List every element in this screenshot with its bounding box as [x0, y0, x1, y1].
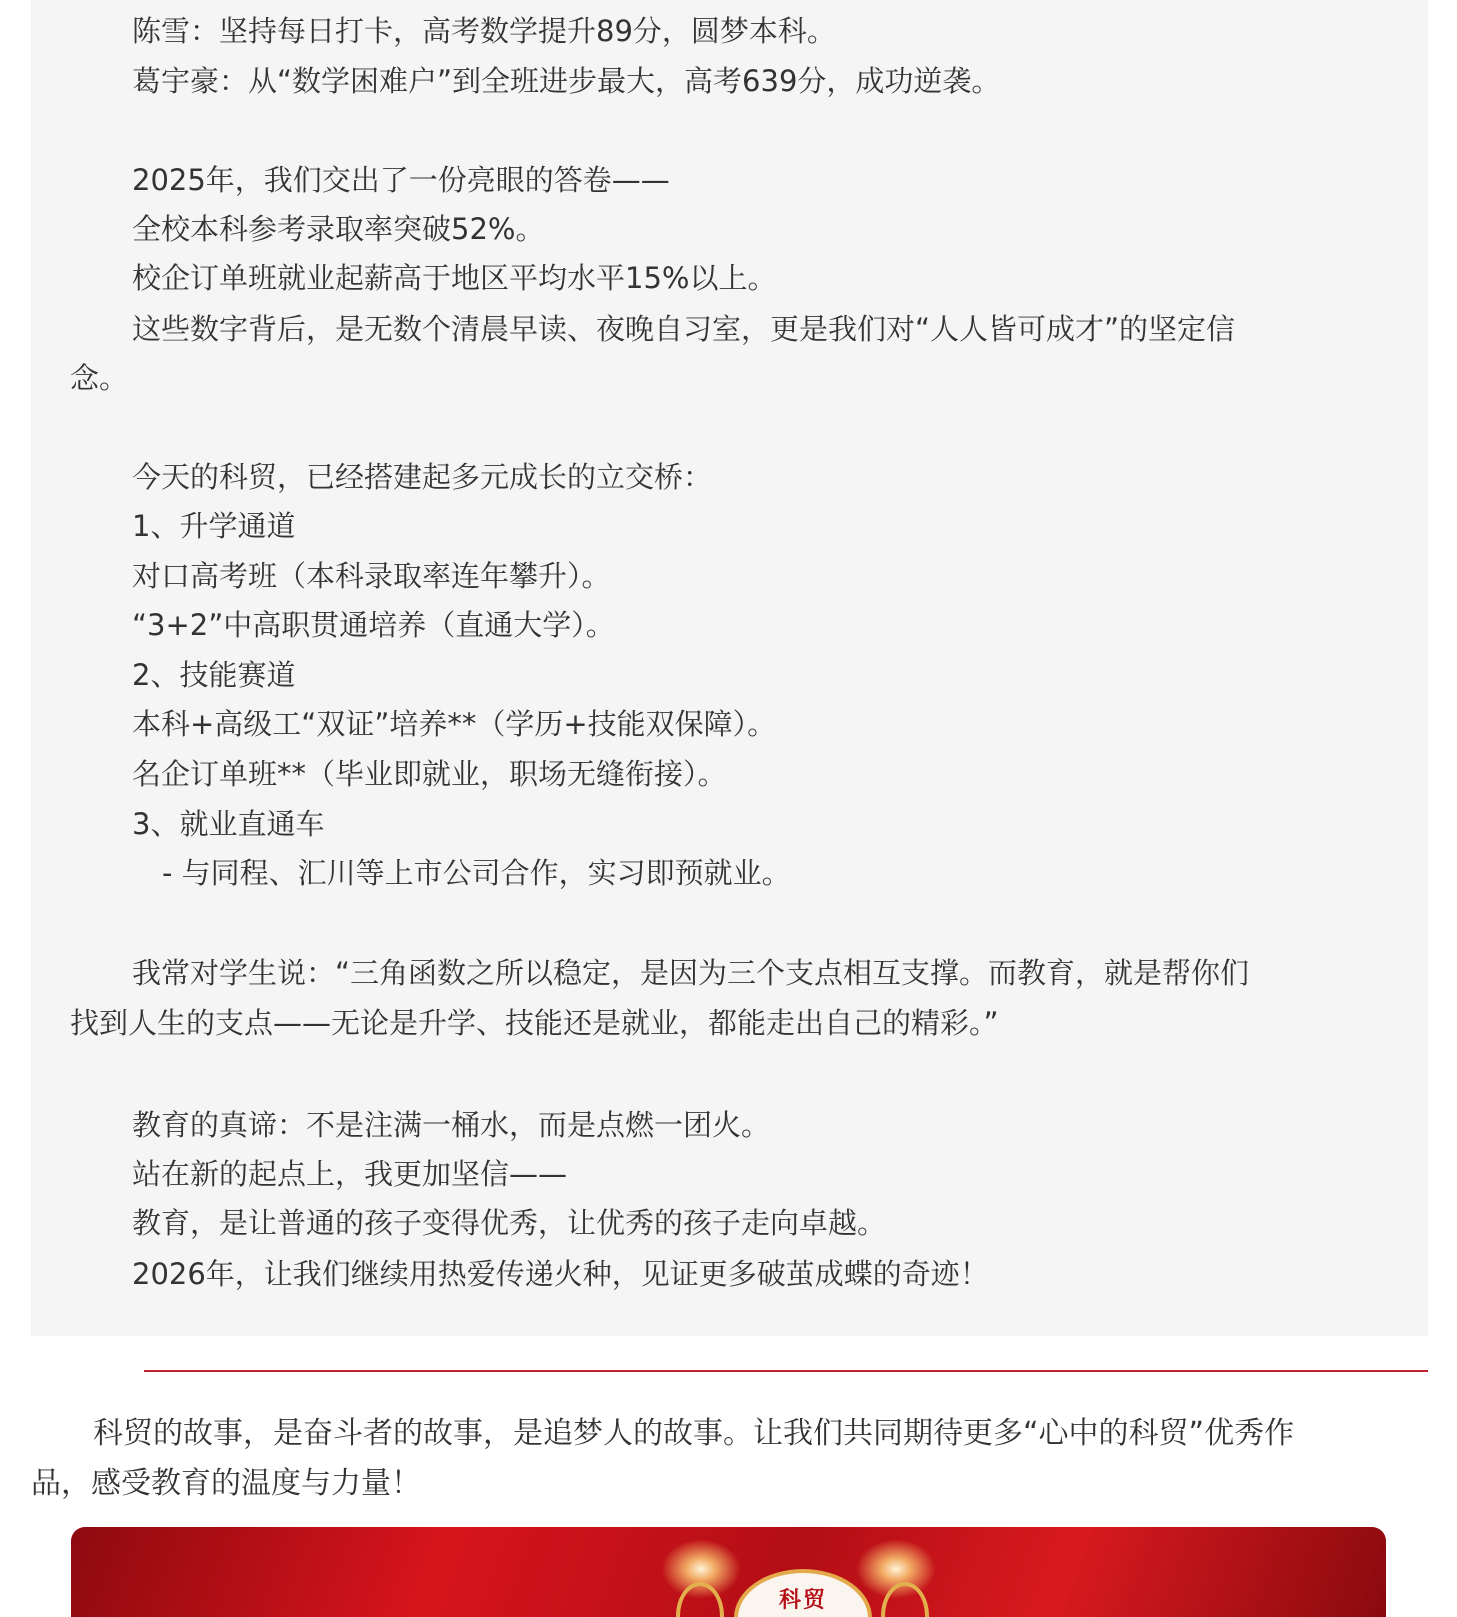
- quote-line: 今天的科贸，已经搭建起多元成长的立交桥：: [132, 460, 713, 494]
- quote-line: 全校本科参考录取率突破52%。: [132, 212, 545, 246]
- section-divider: [144, 1370, 1428, 1372]
- quote-line: 教育，是让普通的孩子变得优秀，让优秀的孩子走向卓越。: [132, 1206, 887, 1240]
- quote-line: 陈雪：坚持每日打卡，高考数学提升89分，圆梦本科。: [132, 14, 836, 48]
- closing-paragraph-line: 品，感受教育的温度与力量！: [31, 1466, 421, 1501]
- list-heading: 2、技能赛道: [132, 658, 296, 692]
- school-banner-image: [71, 1527, 1386, 1617]
- quote-line: 葛宇豪：从“数学困难户”到全班进步最大，高考639分，成功逆袭。: [132, 64, 1001, 98]
- quote-line: 校企订单班就业起薪高于地区平均水平15%以上。: [132, 261, 777, 295]
- list-item: 对口高考班（本科录取率连年攀升）。: [132, 559, 611, 593]
- list-item: 本科+高级工“双证”培养**（学历+技能双保障）。: [132, 707, 777, 741]
- quote-line: 教育的真谛：不是注满一桶水，而是点燃一团火。: [132, 1108, 771, 1142]
- closing-paragraph-line: 科贸的故事，是奋斗者的故事，是追梦人的故事。让我们共同期待更多“心中的科贸”优秀作: [93, 1416, 1295, 1451]
- emblem-text: 科贸: [778, 1587, 827, 1613]
- list-item: 名企订单班**（毕业即就业，职场无缝衔接）。: [132, 757, 727, 791]
- list-heading: 3、就业直通车: [132, 807, 325, 841]
- quote-line: 2026年，让我们继续用热爱传递火种，见证更多破茧成蝶的奇迹！: [132, 1257, 989, 1291]
- list-item: “3+2”中高职贯通培养（直通大学）。: [132, 608, 615, 642]
- quote-line: 这些数字背后，是无数个清晨早读、夜晚自习室，更是我们对“人人皆可成才”的坚定信: [132, 312, 1236, 346]
- quote-line: 站在新的起点上，我更加坚信——: [132, 1157, 568, 1191]
- quote-line: 2025年，我们交出了一份亮眼的答卷——: [132, 163, 670, 197]
- list-item: - 与同程、汇川等上市公司合作，实习即预就业。: [162, 856, 791, 890]
- quote-line: 我常对学生说：“三角函数之所以稳定，是因为三个支点相互支撑。而教育，就是帮你们: [132, 956, 1250, 990]
- quote-line: 找到人生的支点——无论是升学、技能还是就业，都能走出自己的精彩。”: [70, 1006, 999, 1040]
- school-emblem-icon: [734, 1569, 872, 1617]
- list-heading: 1、升学通道: [132, 509, 296, 543]
- quote-line: 念。: [70, 361, 129, 395]
